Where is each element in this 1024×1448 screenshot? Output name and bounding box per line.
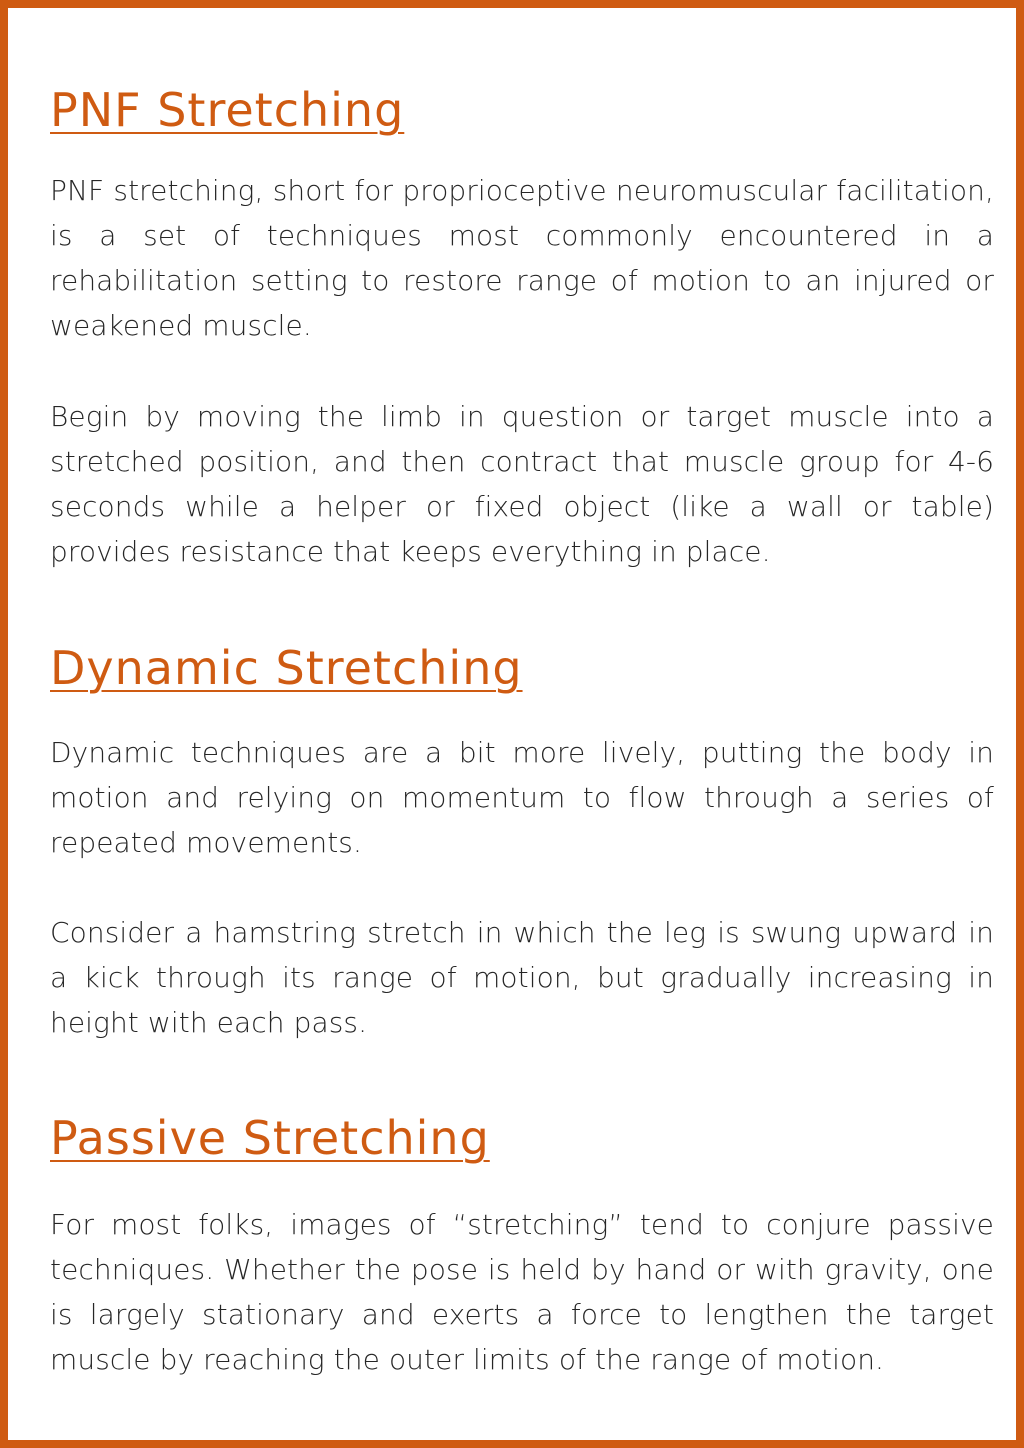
passive-paragraph-1: For most folks, images of “stretching” tend to conjure passive techniques. Whether the pose is held by hand or with gravity, one is largely stationary and exerts a force to lengthen the target muscle by reaching the outer limits of the range of motion. [50, 1208, 994, 1376]
dynamic-paragraph-2: Consider a hamstring stretch in which the leg is swung upward in a kick through its range of motion, but gradually increasing in height with each pass. [50, 916, 994, 1039]
dynamic-paragraph-1: Dynamic techniques are a bit more lively, putting the body in motion and relying on momentum to flow through a series of repeated movements. [50, 736, 994, 859]
passive-stretching-heading: Passive Stretching [50, 1111, 490, 1165]
pnf-stretching-heading: PNF Stretching [50, 83, 405, 137]
dynamic-stretching-heading: Dynamic Stretching [50, 641, 523, 695]
pnf-paragraph-2: Begin by moving the limb in question or target muscle into a stretched position, and then contract that muscle group for 4-6 seconds while a helper or fixed object (like a wall or table) provides resistance that keeps everything in place. [50, 400, 994, 568]
pnf-paragraph-1: PNF stretching, short for proprioceptive neuromuscular facilitation, is a set of techniques most commonly encountered in a rehabilitation setting to restore range of motion to an injured or weakened muscle. [50, 174, 994, 342]
